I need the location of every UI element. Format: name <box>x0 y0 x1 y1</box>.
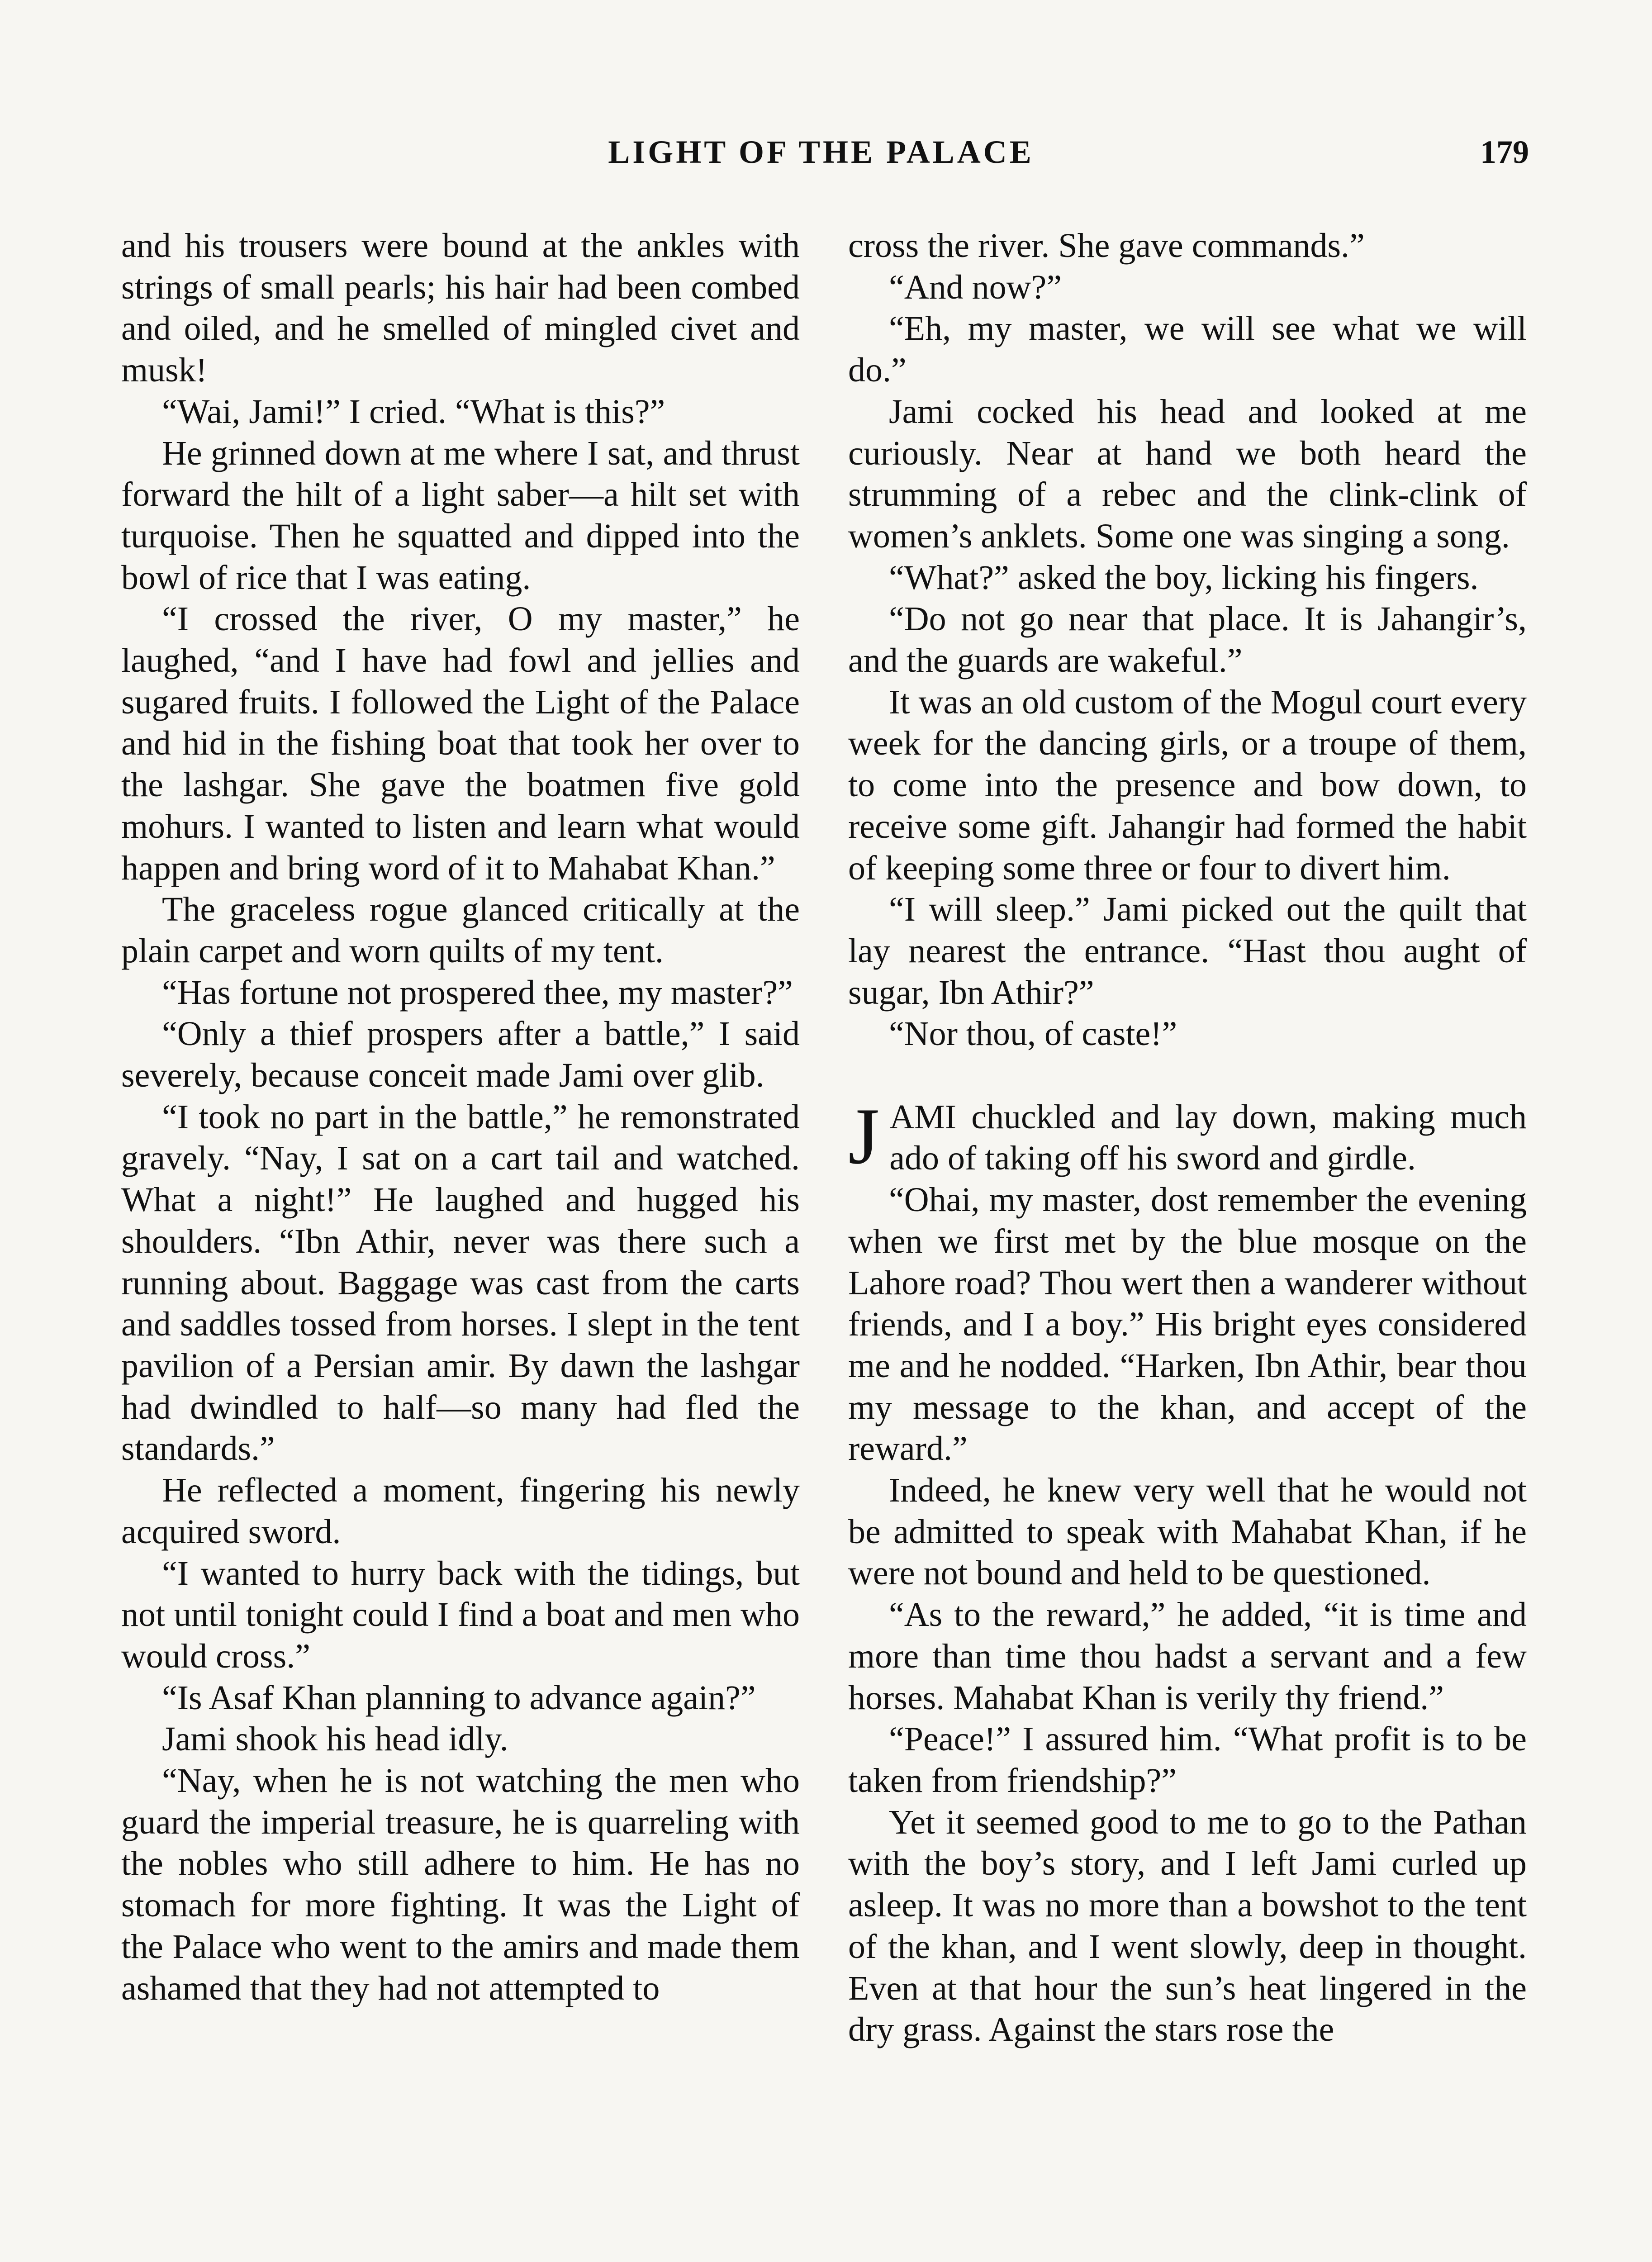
running-title: LIGHT OF THE PALACE <box>608 134 1034 170</box>
paragraph-text: AMI chuckled and lay down, making much ado of taking off his sword and girdle. <box>889 1098 1527 1178</box>
drop-cap-initial: J <box>848 1091 880 1181</box>
paragraph: He reflected a moment, fingering his newly acquired sword. <box>121 1471 800 1551</box>
paragraph: “I wanted to hurry back with the tidings, but not until tonight could I find a boat and men who would cross.” <box>121 1554 800 1675</box>
paragraph: Indeed, he knew very well that he would not be admitted to speak with Mahabat Khan, if he were not bound and held to be questioned. <box>848 1471 1527 1592</box>
paragraph: The graceless rogue glanced critically at the plain carpet and worn quilts of my tent. <box>121 890 800 970</box>
paragraph: “Is Asaf Khan planning to advance again?” <box>162 1678 756 1717</box>
paragraph: “Only a thief prospers after a battle,” I said severely, because conceit made Jami over glib. <box>121 1015 800 1095</box>
paragraph: “Nor thou, of caste!” <box>889 1015 1177 1053</box>
paragraph: “Eh, my master, we will see what we will do.” <box>848 309 1527 390</box>
page-number: 179 <box>1480 134 1529 170</box>
paragraph: Jami shook his head idly. <box>162 1720 508 1758</box>
paragraph: “And now?” <box>889 268 1062 306</box>
paragraph: “Has fortune not prospered thee, my master?” <box>162 973 793 1012</box>
paragraph: “Peace!” I assured him. “What profit is to be taken from friendship?” <box>848 1720 1527 1800</box>
paragraph: It was an old custom of the Mogul court every week for the dancing girls, or a troupe of them, to come into the presence and bow down, to receive some gift. Jahangir had formed the habit of keeping some three or four to divert him. <box>848 683 1527 887</box>
paragraph: He grinned down at me where I sat, and thrust forward the hilt of a light saber—a hilt set with turquoise. Then he squatted and dipped into the bowl of rice that I was eating. <box>121 434 800 597</box>
paragraph: cross the river. She gave commands.” <box>848 227 1365 265</box>
paragraph: “I crossed the river, O my master,” he laughed, “and I have had fowl and jellies and sugared fruits. I followed the Light of the Palace and hid in the fishing boat that took her over to the lashgar. She gave the boatmen five gold mohurs. I wanted to listen and learn what would happen and bring word of it to Mahabat Khan.” <box>121 600 800 887</box>
paragraph: “I took no part in the battle,” he remonstrated gravely. “Nay, I sat on a cart tail and watched. What a night!” He laughed and hugged his shoulders. “Ibn Athir, never was there such a running about. Baggage was cast from the carts and saddles tossed from horses. I slept in the tent pavilion of a Persian amir. By dawn the lashgar had dwindled to half—so many had fled the standards.” <box>121 1098 800 1468</box>
paragraph: “Do not go near that place. It is Jahangir’s, and the guards are wakeful.” <box>848 600 1527 680</box>
paragraph: “I will sleep.” Jami picked out the quilt that lay nearest the entrance. “Hast thou aught of sugar, Ibn Athir?” <box>848 890 1527 1012</box>
paragraph: “Wai, Jami!” I cried. “What is this?” <box>162 392 665 431</box>
right-column <box>848 225 1527 2051</box>
paragraph: “Ohai, my master, dost remember the evening when we first met by the blue mosque on the Lahore road? Thou wert then a wanderer without friends, and I a boy.” His bright eyes considered me and he nodded. “Harken, Ibn Athir, bear thou my message to the khan, and accept of the reward.” <box>848 1181 1527 1468</box>
paragraph: and his trousers were bound at the ankles with strings of small pearls; his hair had been combed and oiled, and he smelled of mingled civet and musk! <box>121 227 800 390</box>
left-column <box>121 225 800 2009</box>
section-opening-paragraph <box>848 1091 1527 1181</box>
paragraph: Yet it seemed good to me to go to the Pathan with the boy’s story, and I left Jami curled up asleep. It was no more than a bowshot to the tent of the khan, and I went slowly, deep in thought. Even at that hour the sun’s heat lingered in the dry grass. Against the stars rose the <box>848 1803 1527 2049</box>
paragraph: “Nay, when he is not watching the men who guard the imperial treasure, he is quarreling with the nobles who still adhere to him. He has no stomach for more fighting. It was the Light of the Palace who went to the amirs and made them ashamed that they had not attempted to <box>121 1762 800 2007</box>
paragraph: “What?” asked the boy, licking his fingers. <box>889 558 1479 597</box>
paragraph: “As to the reward,” he added, “it is time and more than time thou hadst a servant and a few horses. Mahabat Khan is verily thy friend.” <box>848 1596 1527 1717</box>
paragraph: Jami cocked his head and looked at me curiously. Near at hand we both heard the strumming of a rebec and the clink-clink of women’s anklets. Some one was singing a song. <box>848 392 1527 555</box>
